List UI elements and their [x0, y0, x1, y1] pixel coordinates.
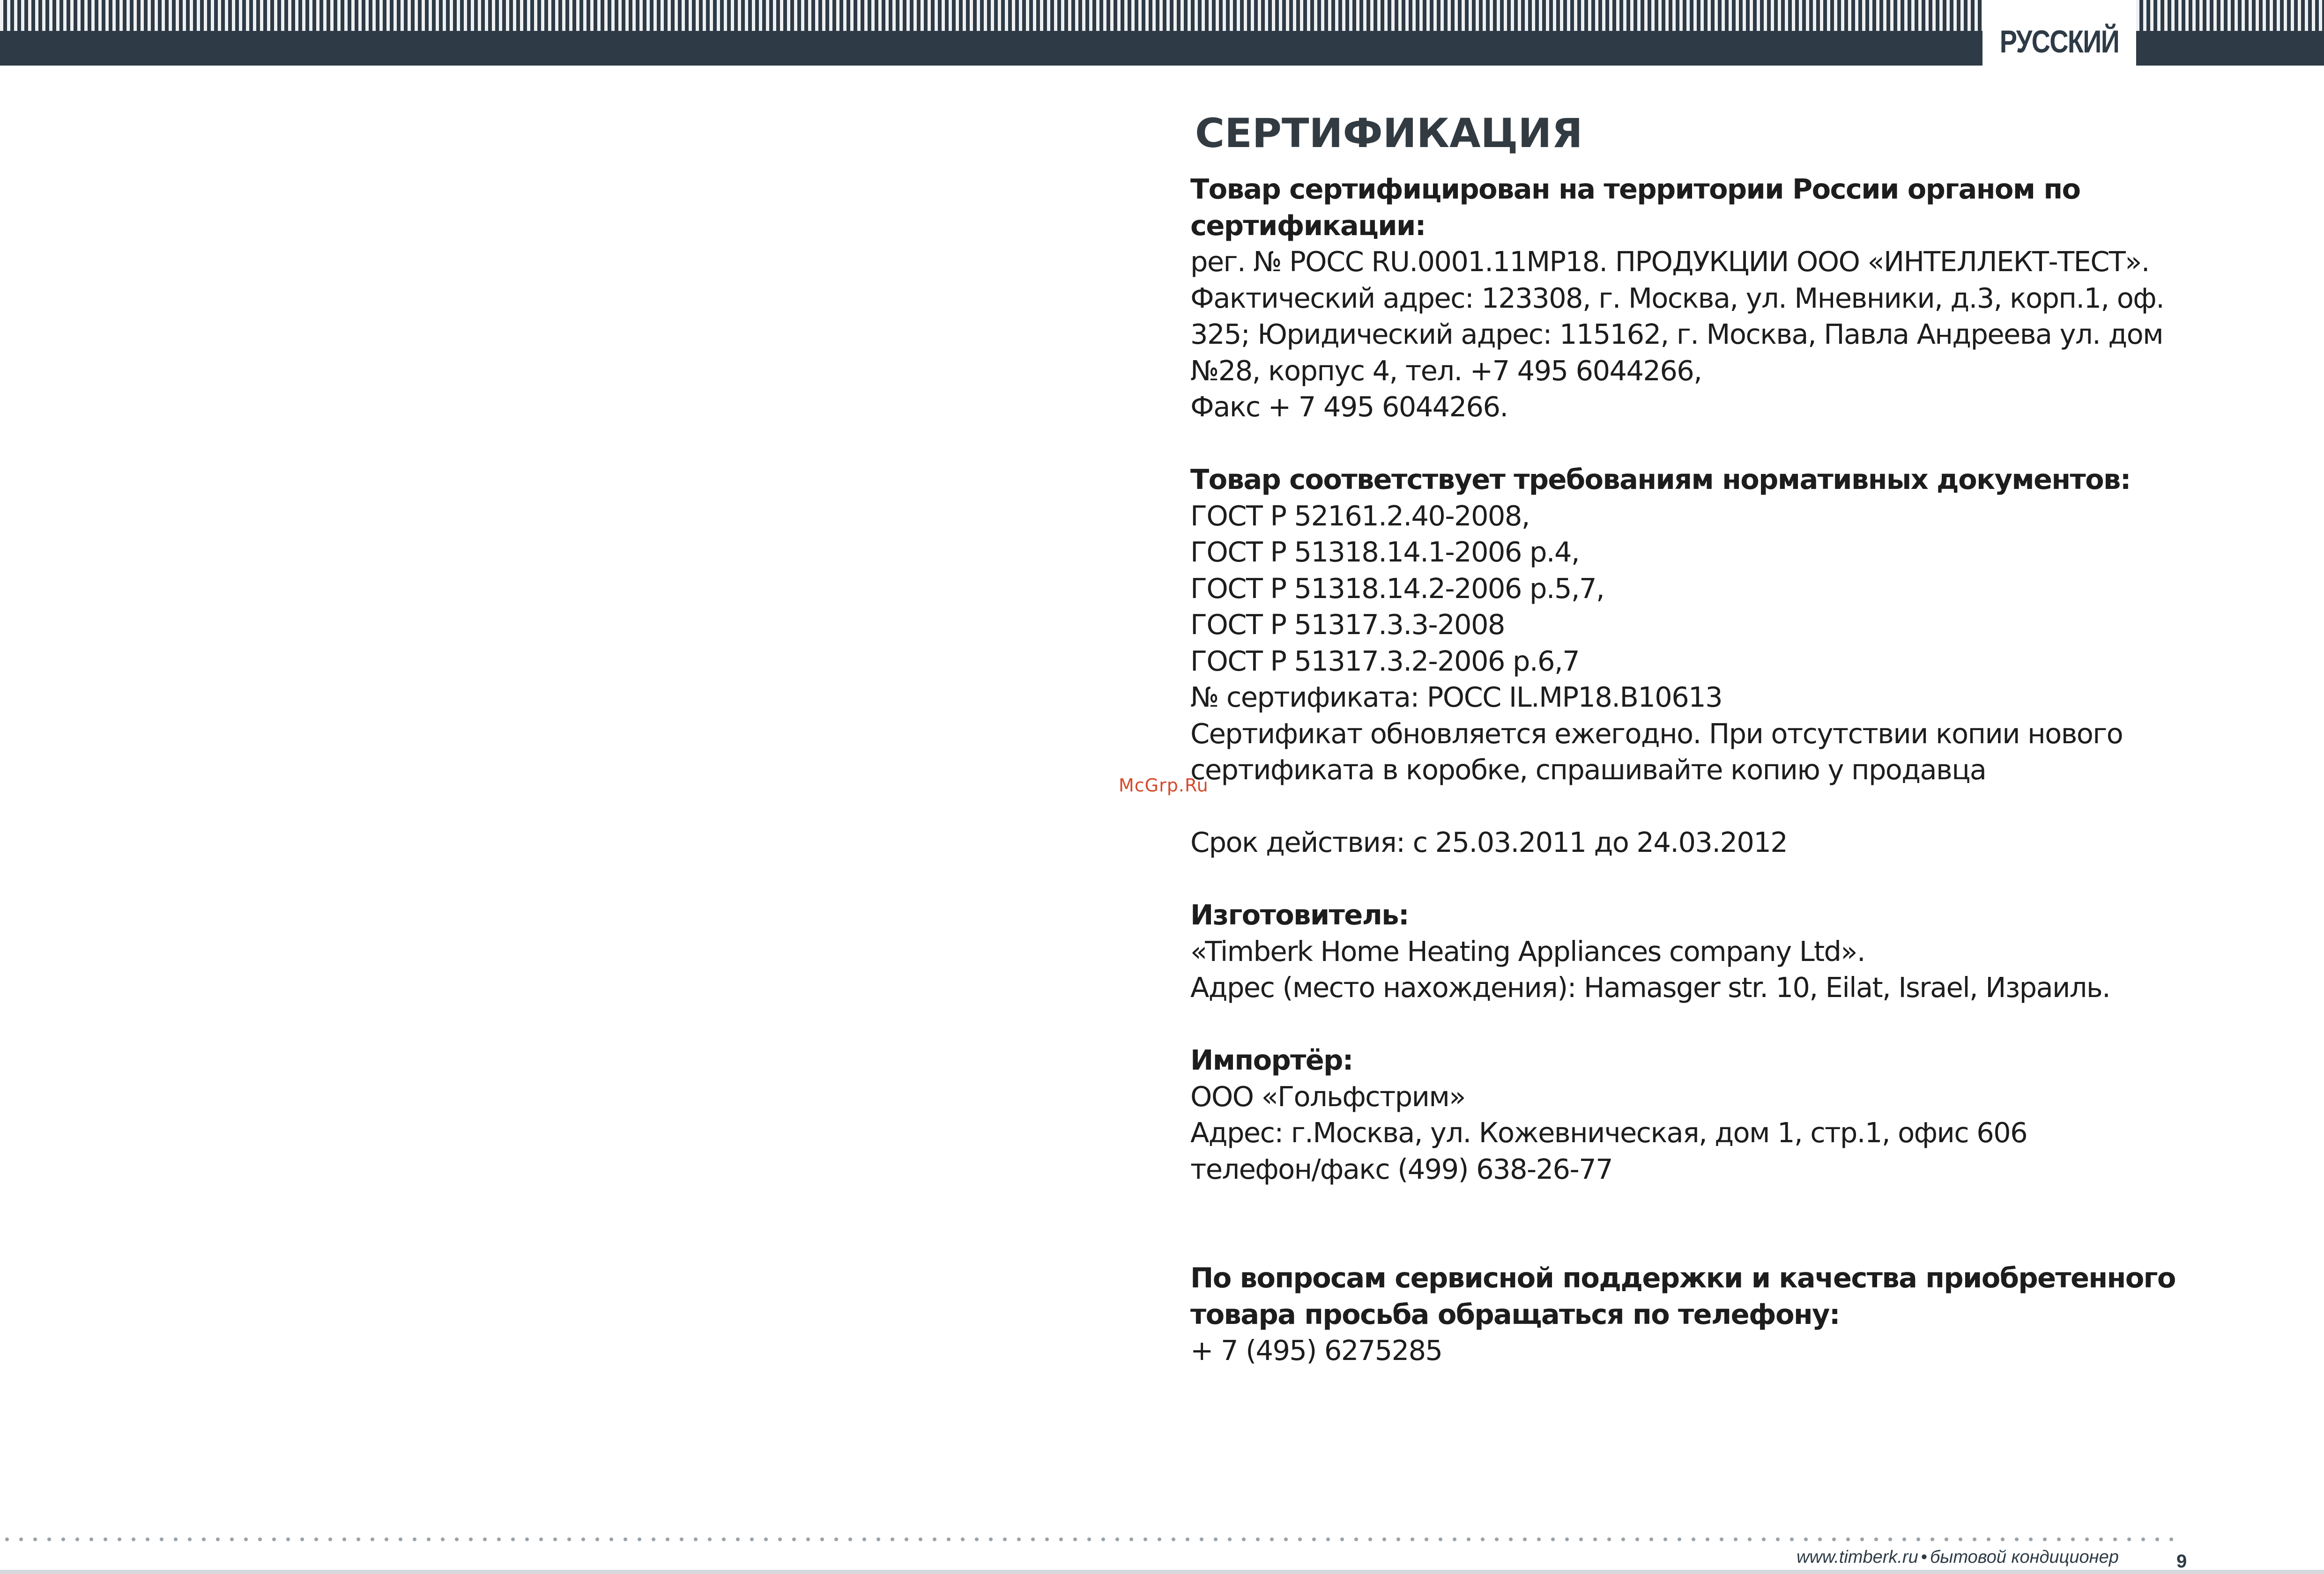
footer-site-info: [1797, 1547, 2119, 1567]
support-heading-line-1: По вопросам сервисной поддержки и качества приобретенного: [1190, 1262, 2176, 1294]
certification-line: Фактический адрес: 123308, г. Москва, ул. Мневники, д.3, корп.1, оф.: [1190, 281, 2164, 314]
certification-heading-line-2: сертификации:: [1190, 209, 1426, 242]
manufacturer-line: Адрес (место нахождения): Hamasger str. 10, Eilat, Israel, Израиль.: [1190, 971, 2110, 1004]
importer-heading: Импортёр:: [1190, 1044, 1353, 1076]
certification-line: №28, корпус 4, тел. +7 495 6044266,: [1190, 354, 1702, 387]
header-stripe-left: [0, 0, 1982, 66]
standards-heading: Товар соответствует требованиям нормативных документов:: [1190, 463, 2131, 495]
importer-line: ООО «Гольфстрим»: [1190, 1080, 1465, 1113]
manufacturer-line: «Timberk Home Heating Appliances company Ltd».: [1190, 935, 1865, 968]
certificate-note: Сертификат обновляется ежегодно. При отсутствии копии нового: [1190, 717, 2123, 750]
standard-line: ГОСТ Р 51317.3.2-2006 р.6,7: [1190, 644, 1580, 677]
certification-line: рег. № РОСС RU.0001.11МР18. ПРОДУКЦИИ ООО «ИНТЕЛЛЕКТ-ТЕСТ».: [1190, 245, 2149, 278]
language-label: РУССКИЙ: [1999, 24, 2119, 59]
support-phone: + 7 (495) 6275285: [1190, 1334, 1442, 1367]
footer-separator: •: [1921, 1547, 1928, 1567]
standard-line: ГОСТ Р 51317.3.3-2008: [1190, 608, 1505, 641]
manufacturer-heading: Изготовитель:: [1190, 899, 1409, 931]
page-number: 9: [2176, 1551, 2187, 1572]
footer-product: бытовой кондиционер: [1930, 1547, 2119, 1567]
validity-period: Срок действия: с 25.03.2011 до 24.03.2012: [1190, 826, 1788, 858]
footer-site-url[interactable]: www.timberk.ru: [1797, 1547, 1918, 1567]
watermark: McGrp.Ru: [1119, 775, 1209, 796]
footer-divider: [0, 1570, 2324, 1574]
certificate-number: № сертификата: РОСС IL.МР18.В10613: [1190, 681, 1723, 713]
certification-line: 325; Юридический адрес: 115162, г. Москва, Павла Андреева ул. дом: [1190, 318, 2163, 350]
standard-line: ГОСТ Р 51318.14.1-2006 р.4,: [1190, 536, 1580, 568]
certificate-note: сертификата в коробке, спрашивайте копию у продавца: [1190, 754, 1986, 786]
header-stripe-right: [2136, 0, 2324, 66]
certification-heading-line-1: Товар сертифицирован на территории России органом по: [1190, 173, 2080, 205]
page-title: СЕРТИФИКАЦИЯ: [1195, 110, 1583, 157]
certification-line: Факс + 7 495 6044266.: [1190, 391, 1508, 423]
standard-line: ГОСТ Р 52161.2.40-2008,: [1190, 499, 1530, 532]
importer-line: телефон/факс (499) 638-26-77: [1190, 1153, 1613, 1185]
content-column: [1190, 105, 2176, 1369]
support-heading-line-2: товара просьба обращаться по телефону:: [1190, 1298, 1840, 1330]
certification-section: [1190, 171, 2176, 1369]
importer-line: Адрес: г.Москва, ул. Кожевническая, дом 1, стр.1, офис 606: [1190, 1116, 2027, 1149]
footer-dotted-line: [0, 1537, 2183, 1542]
standard-line: ГОСТ Р 51318.14.2-2006 р.5,7,: [1190, 572, 1604, 605]
